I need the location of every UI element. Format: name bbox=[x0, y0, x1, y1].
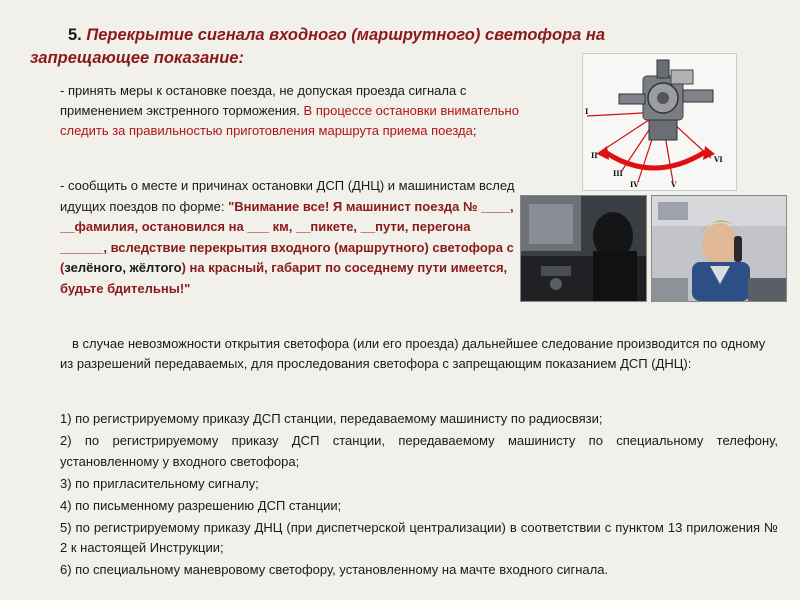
permissions-list bbox=[60, 409, 778, 582]
stop-train-text: - принять меры к остановке поезда, не допуская проезда сигнала с применением экстренного торможения. bbox=[60, 83, 467, 118]
label-V: V bbox=[671, 180, 677, 189]
report-quote-colors: зелёного, жёлтого bbox=[64, 260, 182, 275]
label-I: I bbox=[585, 107, 589, 116]
label-VI: VI bbox=[714, 155, 723, 164]
instruction-stop-train bbox=[60, 81, 540, 141]
list-item: 4) по письменному разрешению ДСП станции; bbox=[60, 497, 342, 513]
label-II: II bbox=[591, 151, 598, 160]
list-item: 1) по регистрируемому приказу ДСП станции, передаваемому машинисту по радиосвязи; bbox=[60, 411, 603, 426]
report-quote-end: ) на красный, габарит по соседнему пути имеется, будьте бдительны!" bbox=[60, 260, 508, 296]
dispatcher-photo bbox=[651, 195, 787, 302]
stop-train-warning: В процессе остановки внимательно следить за правильностью приготовления маршрута приема поезда bbox=[60, 103, 519, 138]
locomotive-cab-photo bbox=[520, 195, 647, 302]
report-text: - сообщить о месте и причинах остановки ДСП (ДНЦ) и машинистам вслед идущих поездов по форме: bbox=[60, 178, 515, 214]
stop-train-tail: ; bbox=[472, 123, 477, 138]
instruction-report bbox=[60, 176, 515, 299]
title-number: 5. bbox=[68, 26, 82, 44]
label-III: III bbox=[613, 169, 623, 178]
title-line-2: запрещающее показание: bbox=[30, 49, 244, 67]
signal-diagram-svg bbox=[583, 54, 736, 190]
label-IV: IV bbox=[630, 180, 639, 189]
permissions-intro: в случае невозможности открытия светофора (или его проезда) дальнейшее следование производится по одному из разрешений передаваемых, для проследования светофора с запрещающим показанием ДСП (ДНЦ): bbox=[60, 336, 766, 371]
list-item: 6) по специальному маневровому светофору, установленному на мачте входного сигнала. bbox=[60, 562, 609, 577]
signal-lever-diagram bbox=[582, 53, 737, 191]
report-quote-start: "Внимание все! Я машинист поезда № ____, __фамилия, остановился на ___ км, __пикете, __пути, перегона ______, вследствие перекрытия входного (маршрутного) светофора с ( bbox=[60, 198, 514, 275]
list-item: 2) по регистрируемому приказу ДСП станции, передаваемому машинисту по специальному телефону, установленному у входного светофора; bbox=[60, 433, 778, 469]
list-item: 3) по пригласительному сигналу; bbox=[60, 475, 259, 491]
list-item: 5) по регистрируемому приказу ДНЦ (при диспетчерской централизации) в соответствии с пунктом 13 приложения № 2 к настоящей Инструкции; bbox=[60, 519, 778, 555]
title-line-1: Перекрытие сигнала входного (маршрутного) светофора на bbox=[86, 26, 606, 44]
